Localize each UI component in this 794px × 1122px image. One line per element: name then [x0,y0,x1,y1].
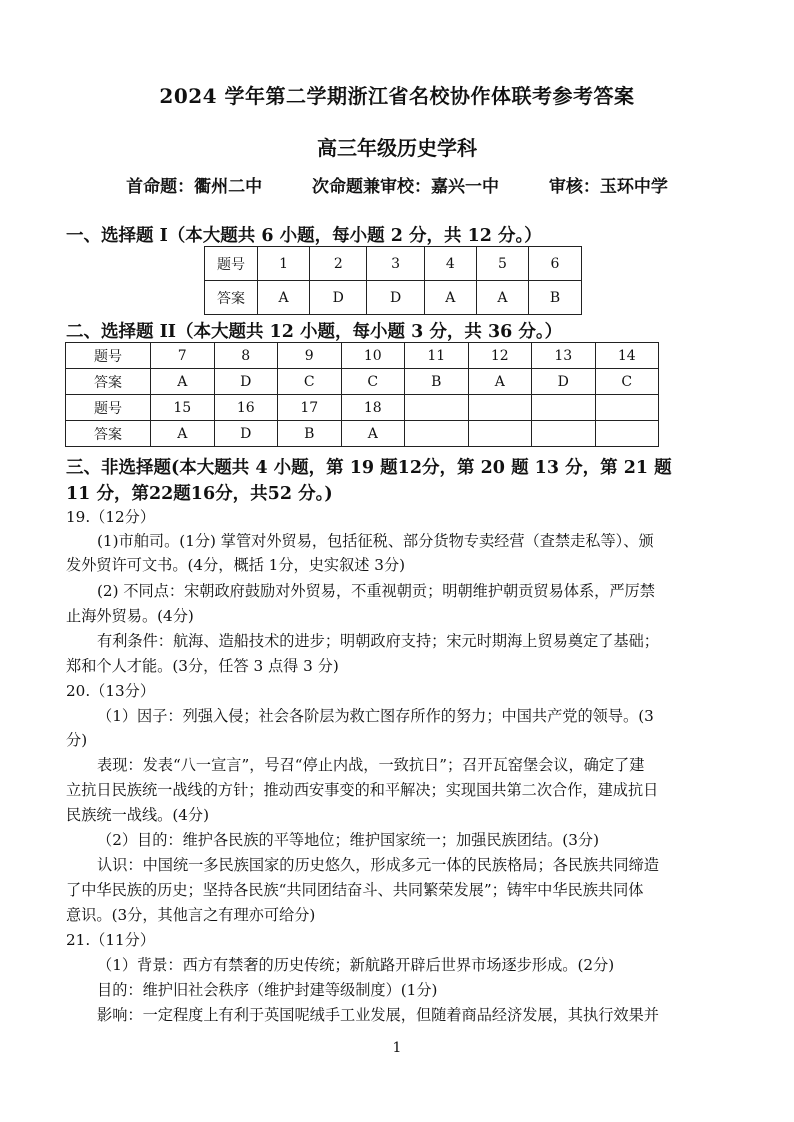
table-cell: B [405,369,469,395]
table-cell [595,395,659,421]
table-cell: A [151,421,215,447]
author-second: 次命题兼审校：嘉兴一中 [312,177,499,197]
table-row [66,343,659,369]
table-cell: 3 [367,247,424,281]
row-label: 答案 [66,369,151,395]
table-cell: 13 [532,343,596,369]
table-cell: B [529,281,582,315]
table-cell: 9 [278,343,342,369]
table-cell: A [476,281,528,315]
table-cell [468,421,532,447]
table-cell: A [341,421,405,447]
q21-text: （1）背景：西方有禁奢的历史传统；新航路开辟后世界市场逐步形成。(2分) [97,956,615,974]
table-cell: 11 [405,343,469,369]
page-subtitle: 高三年级历史学科 [317,136,477,160]
q19-heading: 19.（12分） [66,508,156,526]
table-cell: D [310,281,367,315]
table-cell: 4 [424,247,476,281]
table-cell: C [595,369,659,395]
table-cell: D [367,281,424,315]
authors-line [0,172,794,197]
table-row [66,395,659,421]
q20-text: 认识：中国统一多民族国家的历史悠久，形成多元一体的民族格局；各民族共同缔造 [97,856,659,874]
table-cell [532,421,596,447]
answer-table-1 [204,246,582,315]
table-row [205,247,582,281]
section3-heading-line1: 三、非选择题(本大题共 4 小题，第 19 题12分，第 20 题 13 分，第 21 题 [66,458,672,478]
table-cell: 10 [341,343,405,369]
row-label: 题号 [205,247,258,281]
q20-text: 表现：发表“八一宣言”，号召“停止内战，一致抗日”；召开瓦窑堡会议，确定了建 [97,756,645,774]
table-cell: D [214,421,278,447]
q19-text: 郑和个人才能。(3分，任答 3 点得 3 分) [66,657,339,675]
table-cell [532,395,596,421]
table-cell: C [278,369,342,395]
section3-heading-line2: 11 分，第22题16分，共52 分。) [66,484,333,504]
q20-text: （2）目的：维护各民族的平等地位；维护国家统一；加强民族团结。(3分) [97,831,599,849]
table-row [66,369,659,395]
table-cell: A [151,369,215,395]
q20-text: （1）因子：列强入侵；社会各阶层为救亡图存所作的努力；中国共产党的领导。(3 [97,707,654,725]
table-cell [405,421,469,447]
table-cell: D [532,369,596,395]
section1-heading: 一、选择题 I（本大题共 6 小题，每小题 2 分，共 12 分。） [66,226,542,246]
answer-table-2 [65,342,659,447]
table-cell: 8 [214,343,278,369]
row-label: 题号 [66,395,151,421]
row-label: 题号 [66,343,151,369]
q19-text: 止海外贸易。(4分) [66,607,194,625]
table-cell: A [468,369,532,395]
q20-text: 分) [66,731,88,749]
q20-heading: 20.（13分） [66,682,156,700]
row-label: 答案 [205,281,258,315]
table-cell: 5 [476,247,528,281]
row-label: 答案 [66,421,151,447]
page-title: 2024 学年第二学期浙江省名校协作体联考参考答案 [159,84,635,108]
table-cell [595,421,659,447]
table-cell: 17 [278,395,342,421]
table-cell: 16 [214,395,278,421]
table-cell: C [341,369,405,395]
table-cell: 14 [595,343,659,369]
q20-text: 了中华民族的历史；坚持各民族“共同团结奋斗、共同繁荣发展”；铸牢中华民族共同体 [66,881,644,899]
table-cell: 2 [310,247,367,281]
q20-text: 民族统一战线。(4分) [66,806,210,824]
q19-text: 发外贸许可文书。(4分，概括 1分，史实叙述 3分) [66,556,406,574]
q20-text: 立抗日民族统一战线的方针；推动西安事变的和平解决；实现国共第二次合作，建成抗日 [66,781,659,799]
table-cell: A [258,281,310,315]
q19-text: 有利条件：航海、造船技术的进步；明朝政府支持；宋元时期海上贸易奠定了基础； [97,632,659,650]
q21-text: 影响：一定程度上有利于英国呢绒手工业发展，但随着商品经济发展，其执行效果并 [97,1006,659,1024]
author-first: 首命题：衢州二中 [126,177,263,197]
q19-text: (1)市舶司。(1分) 掌管对外贸易，包括征税、部分货物专卖经营（查禁走私等）、颁 [97,532,654,550]
page-number: 1 [392,1040,402,1056]
q19-text: (2) 不同点：宋朝政府鼓励对外贸易，不重视朝贡；明朝维护朝贡贸易体系，严厉禁 [97,582,655,600]
table-cell: 18 [341,395,405,421]
table-cell: 15 [151,395,215,421]
table-row [66,421,659,447]
table-cell: 1 [258,247,310,281]
table-cell: D [214,369,278,395]
table-cell [405,395,469,421]
table-cell [468,395,532,421]
table-cell: 7 [151,343,215,369]
table-cell: 6 [529,247,582,281]
table-cell: A [424,281,476,315]
author-reviewer: 审核：玉环中学 [548,177,668,197]
q20-text: 意识。(3分，其他言之有理亦可给分) [66,906,316,924]
q21-heading: 21.（11分） [66,931,156,949]
table-row [205,281,582,315]
table-cell: 12 [468,343,532,369]
q21-text: 目的：维护旧社会秩序（维护封建等级制度）(1分) [97,981,438,999]
table-cell: B [278,421,342,447]
section2-heading: 二、选择题 II（本大题共 12 小题，每小题 3 分，共 36 分。） [66,322,563,342]
